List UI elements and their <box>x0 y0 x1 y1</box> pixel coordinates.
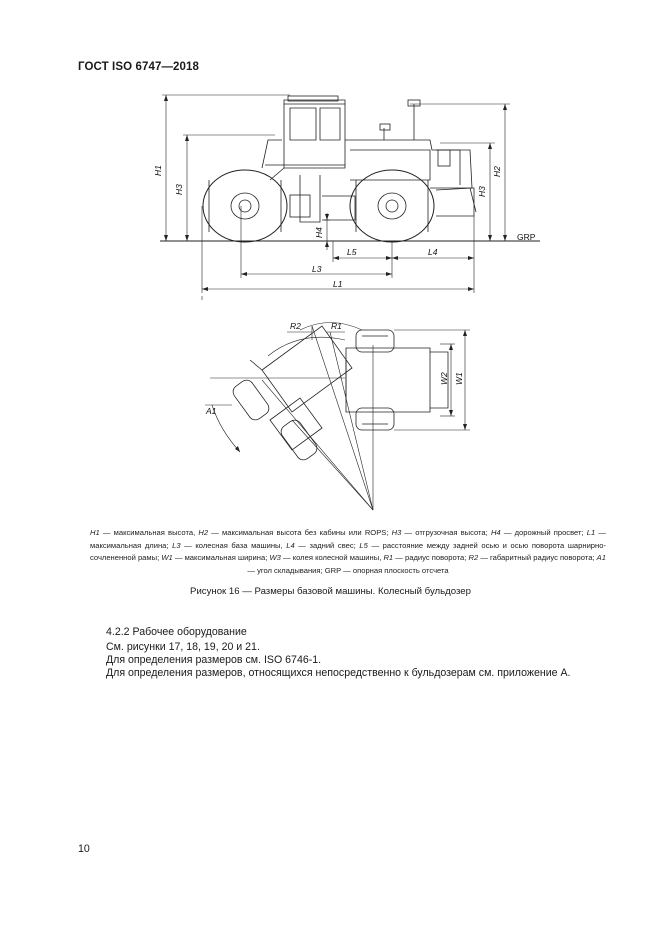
document-header: ГОСТ ISO 6747—2018 <box>78 61 200 73</box>
label-H2: H2 <box>492 166 502 177</box>
label-L5: L5 <box>347 247 357 257</box>
legend-text: — расстояние между задней осью и осью поворота шарнирно-сочлененной рамы; <box>90 540 606 563</box>
label-W1: W1 <box>454 372 464 385</box>
section-line-1: См. рисунки 17, 18, 19, 20 и 21. <box>106 641 260 653</box>
top-view-rear-frame <box>346 330 448 430</box>
legend-text: — радиус поворота; <box>393 553 469 563</box>
legend-symbol: L5 <box>359 540 368 550</box>
label-H4: H4 <box>314 227 324 238</box>
label-H1: H1 <box>153 165 163 176</box>
legend-text: — габаритный радиус поворота; <box>478 553 597 563</box>
label-R2: R2 <box>290 321 301 331</box>
legend-symbol: H2 <box>198 528 209 537</box>
legend-text: — максимальная высота без кабины или ROPS; <box>208 528 392 537</box>
section-heading: 4.2.2 Рабочее оборудование <box>106 626 247 638</box>
label-H3-left: H3 <box>174 184 184 195</box>
legend-symbol: H1 <box>90 528 100 537</box>
legend-symbol: L3 <box>172 540 181 550</box>
section-line-3: Для определения размеров, относящихся непосредственно к бульдозерам см. приложение А. <box>106 667 571 679</box>
legend-symbol: H3 <box>391 528 402 537</box>
label-R1: R1 <box>331 321 342 331</box>
legend-text: — дорожный просвет; <box>500 528 587 537</box>
figure-legend <box>90 527 606 577</box>
figure-title: Рисунок 16 — Размеры базовой машины. Колесный бульдозер <box>190 586 471 597</box>
label-GRP: GRP <box>517 232 536 242</box>
legend-symbol: W3 <box>269 553 281 563</box>
label-L3: L3 <box>312 264 322 274</box>
legend-symbol: R1 <box>383 553 394 563</box>
machine-body <box>262 100 476 222</box>
cab <box>270 96 345 180</box>
legend-text: — задний свес; <box>294 540 360 550</box>
front-wheel <box>203 170 287 242</box>
legend-symbol: H4 <box>490 528 501 537</box>
legend-symbol: A1 <box>596 553 606 563</box>
label-L1: L1 <box>333 279 343 289</box>
legend-text: — максимальная длина; <box>90 528 606 550</box>
label-L4: L4 <box>428 247 438 257</box>
page-number: 10 <box>78 843 90 855</box>
legend-text: — угол складывания; <box>247 565 325 575</box>
legend-text: — максимальная ширина; <box>172 553 270 563</box>
legend-text: — максимальная высота, <box>99 528 199 537</box>
rear-wheel <box>350 170 434 242</box>
legend-text: — отгрузочная высота; <box>401 528 491 537</box>
legend-text: GRP — опорная плоскость отсчета <box>324 565 449 575</box>
legend-symbol: W1 <box>161 553 173 563</box>
legend-text: — колесная база машины, <box>180 540 287 550</box>
legend-symbol: L1 <box>586 528 596 537</box>
label-A1: A1 <box>206 406 217 416</box>
legend-text: — колея колесной машины, <box>280 553 384 563</box>
legend-symbol: L4 <box>286 540 295 550</box>
section-line-2: Для определения размеров см. ISO 6746-1. <box>106 654 322 666</box>
label-H3-right: H3 <box>477 186 487 197</box>
legend-symbol: R2 <box>468 553 479 563</box>
label-W2: W2 <box>439 372 449 385</box>
